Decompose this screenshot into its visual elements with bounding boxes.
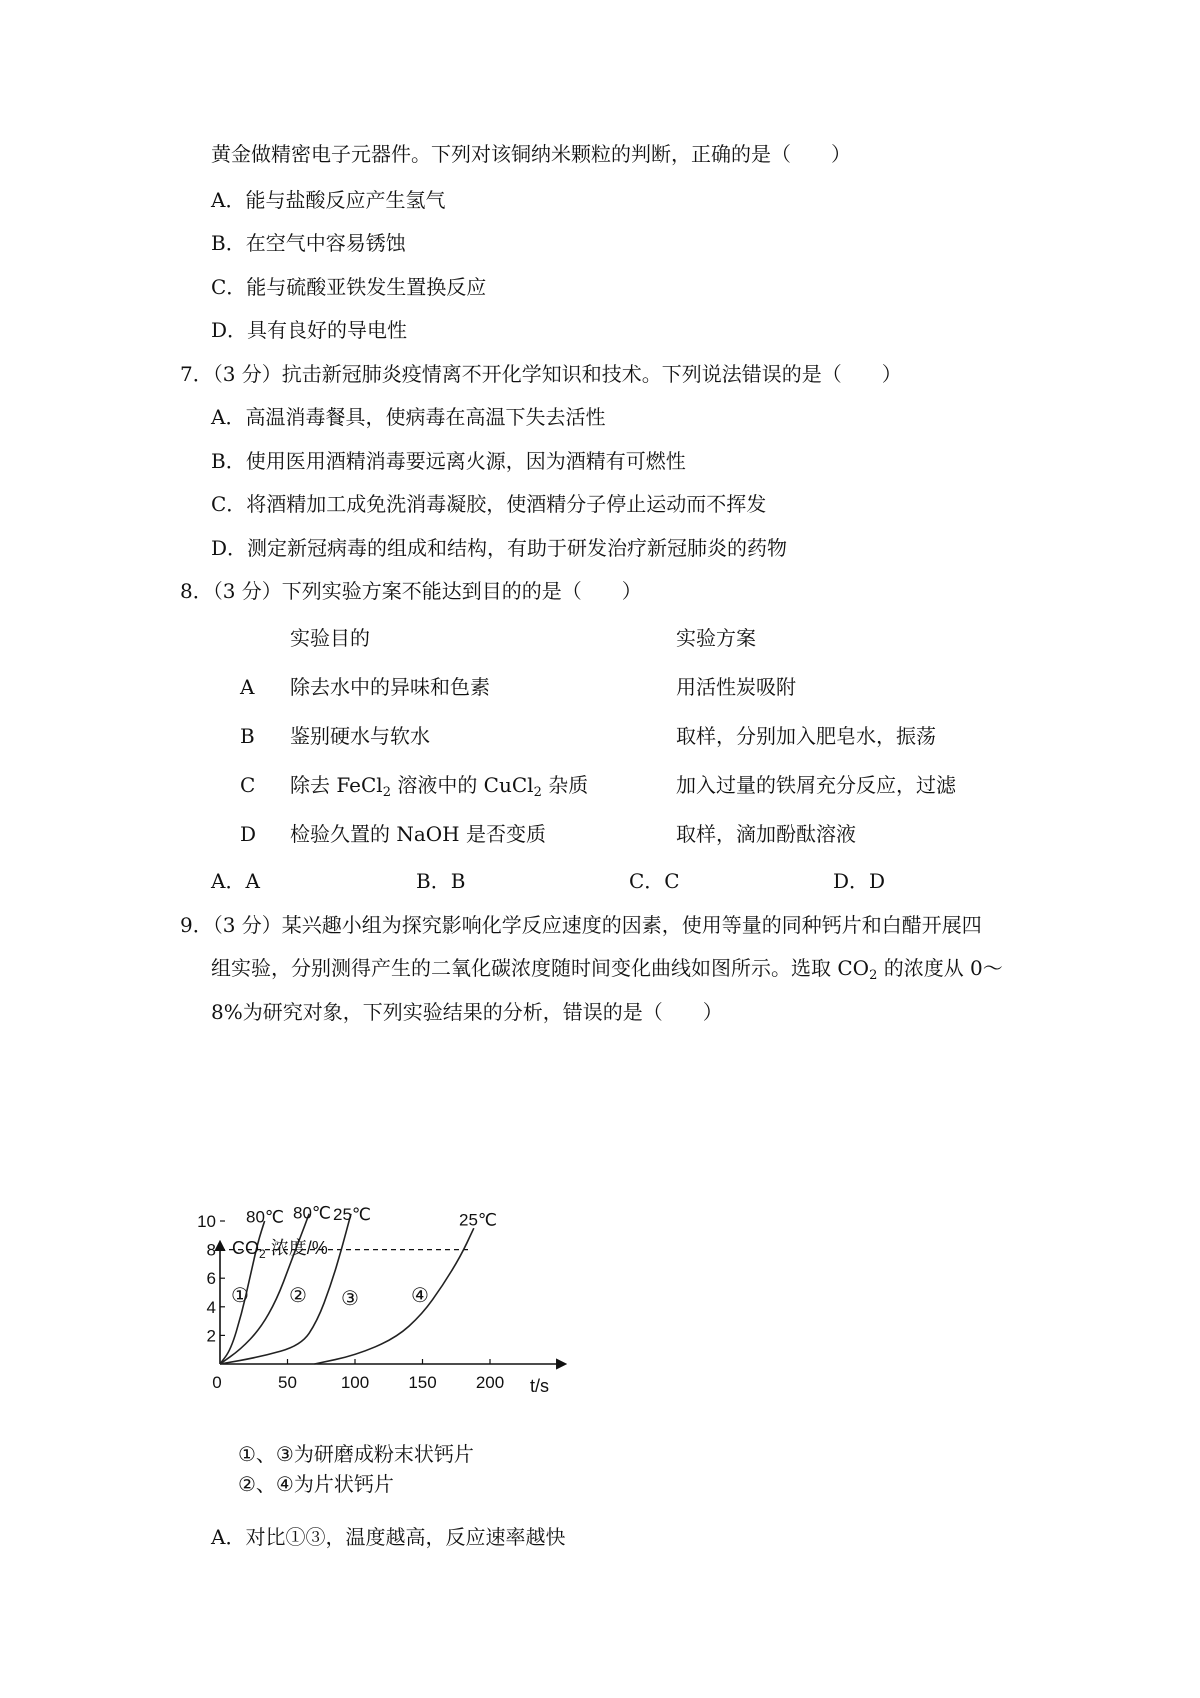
q6-option-b: B．在空气中容易锈蚀: [211, 231, 406, 255]
q9-stem-line2: 组实验，分别测得产生的二氧化碳浓度随时间变化曲线如图所示。选取 $CO_2$ 的浓度从 0～: [211, 956, 1003, 983]
q8-answer-c: C．C: [629, 869, 680, 893]
y-tick-label: 4: [206, 1297, 216, 1317]
x-tick-label: 100: [340, 1373, 370, 1392]
q8-row-letter: A: [240, 675, 255, 699]
q8-row-plan: 取样，滴加酚酞溶液: [676, 822, 856, 846]
q8-row-plan: 用活性炭吸附: [676, 675, 796, 699]
q7-stem: 7．（3 分）抗击新冠肺炎疫情离不开化学知识和技术。下列说法错误的是（ ）: [180, 362, 902, 386]
q7-option-d: D．测定新冠病毒的组成和结构，有助于研发治疗新冠肺炎的药物: [211, 536, 788, 560]
q6-option-d: D．具有良好的导电性: [211, 318, 408, 342]
x-tick-label: 0: [212, 1373, 222, 1392]
chart-legend-line1: ①、③为研磨成粉末状钙片: [238, 1442, 474, 1466]
q9-stem-line1: 9．（3 分）某兴趣小组为探究影响化学反应速度的因素，使用等量的同种钙片和白醋开展四: [180, 913, 982, 937]
q8-row-letter: D: [240, 822, 257, 846]
q7-option-b: B．使用医用酒精消毒要远离火源，因为酒精有可燃性: [211, 449, 686, 473]
q8-row-purpose: 检验久置的 NaOH 是否变质: [290, 822, 546, 846]
co2-concentration-chart: [197, 1140, 630, 1430]
q9-stem-line3: 8%为研究对象，下列实验结果的分析，错误的是（ ）: [211, 1000, 723, 1024]
q7-option-c: C．将酒精加工成免洗消毒凝胶，使酒精分子停止运动而不挥发: [211, 492, 767, 516]
q8-row-purpose: 除去水中的异味和色素: [290, 675, 490, 699]
q8-row-plan: 加入过量的铁屑充分反应，过滤: [676, 773, 956, 797]
q8-header-purpose: 实验目的: [290, 626, 370, 650]
series-temperature-label: 80℃: [292, 1203, 332, 1223]
series-temperature-label: 25℃: [332, 1204, 372, 1224]
series-temperature-label: 25℃: [458, 1210, 498, 1230]
y-tick-label: 6: [206, 1269, 216, 1289]
y-tick-label: 2: [206, 1326, 216, 1346]
x-tick-label: 50: [278, 1373, 297, 1392]
q8-row-purpose: 除去 FeCl$_2$ 溶液中的 CuCl$_2$ 杂质: [290, 773, 589, 800]
chart-legend-line2: ②、④为片状钙片: [238, 1472, 394, 1496]
q8-stem: 8．（3 分）下列实验方案不能达到目的的是（ ）: [180, 579, 642, 603]
q6-option-a: A．能与盐酸反应产生氢气: [211, 188, 446, 212]
series-marker-label: ③: [341, 1287, 359, 1310]
q8-row-plan: 取样，分别加入肥皂水，振荡: [676, 724, 936, 748]
series-curve-4: [315, 1228, 474, 1364]
y-tick-label: 10: [197, 1212, 216, 1231]
series-marker-label: ④: [411, 1284, 429, 1307]
q8-answer-a: A．A: [211, 869, 260, 893]
q8-row-letter: B: [240, 724, 255, 748]
q6-stem-continuation: 黄金做精密电子元器件。下列对该铜纳米颗粒的判断，正确的是（ ）: [211, 142, 851, 166]
q6-option-c: C．能与硫酸亚铁发生置换反应: [211, 275, 487, 299]
series-temperature-label: 80℃: [245, 1207, 285, 1227]
series-marker-label: ②: [289, 1284, 307, 1307]
q7-option-a: A．高温消毒餐具，使病毒在高温下失去活性: [211, 405, 606, 429]
chart-axes: [220, 1242, 565, 1364]
q8-answer-b: B．B: [416, 869, 466, 893]
y-tick-label: 8: [206, 1240, 216, 1260]
q8-header-plan: 实验方案: [676, 626, 756, 650]
q8-row-letter: C: [240, 773, 256, 797]
q9-option-a: A．对比①③，温度越高，反应速率越快: [211, 1525, 566, 1549]
chart-x-axis-label: t/s: [530, 1376, 550, 1396]
q8-row-purpose: 鉴别硬水与软水: [290, 724, 430, 748]
x-tick-label: 200: [475, 1373, 505, 1392]
chart-y-axis-label: $CO_2$ 浓度/%: [232, 1238, 328, 1261]
x-tick-label: 150: [408, 1373, 437, 1392]
q8-answer-d: D．D: [833, 869, 886, 893]
series-marker-label: ①: [231, 1284, 249, 1307]
